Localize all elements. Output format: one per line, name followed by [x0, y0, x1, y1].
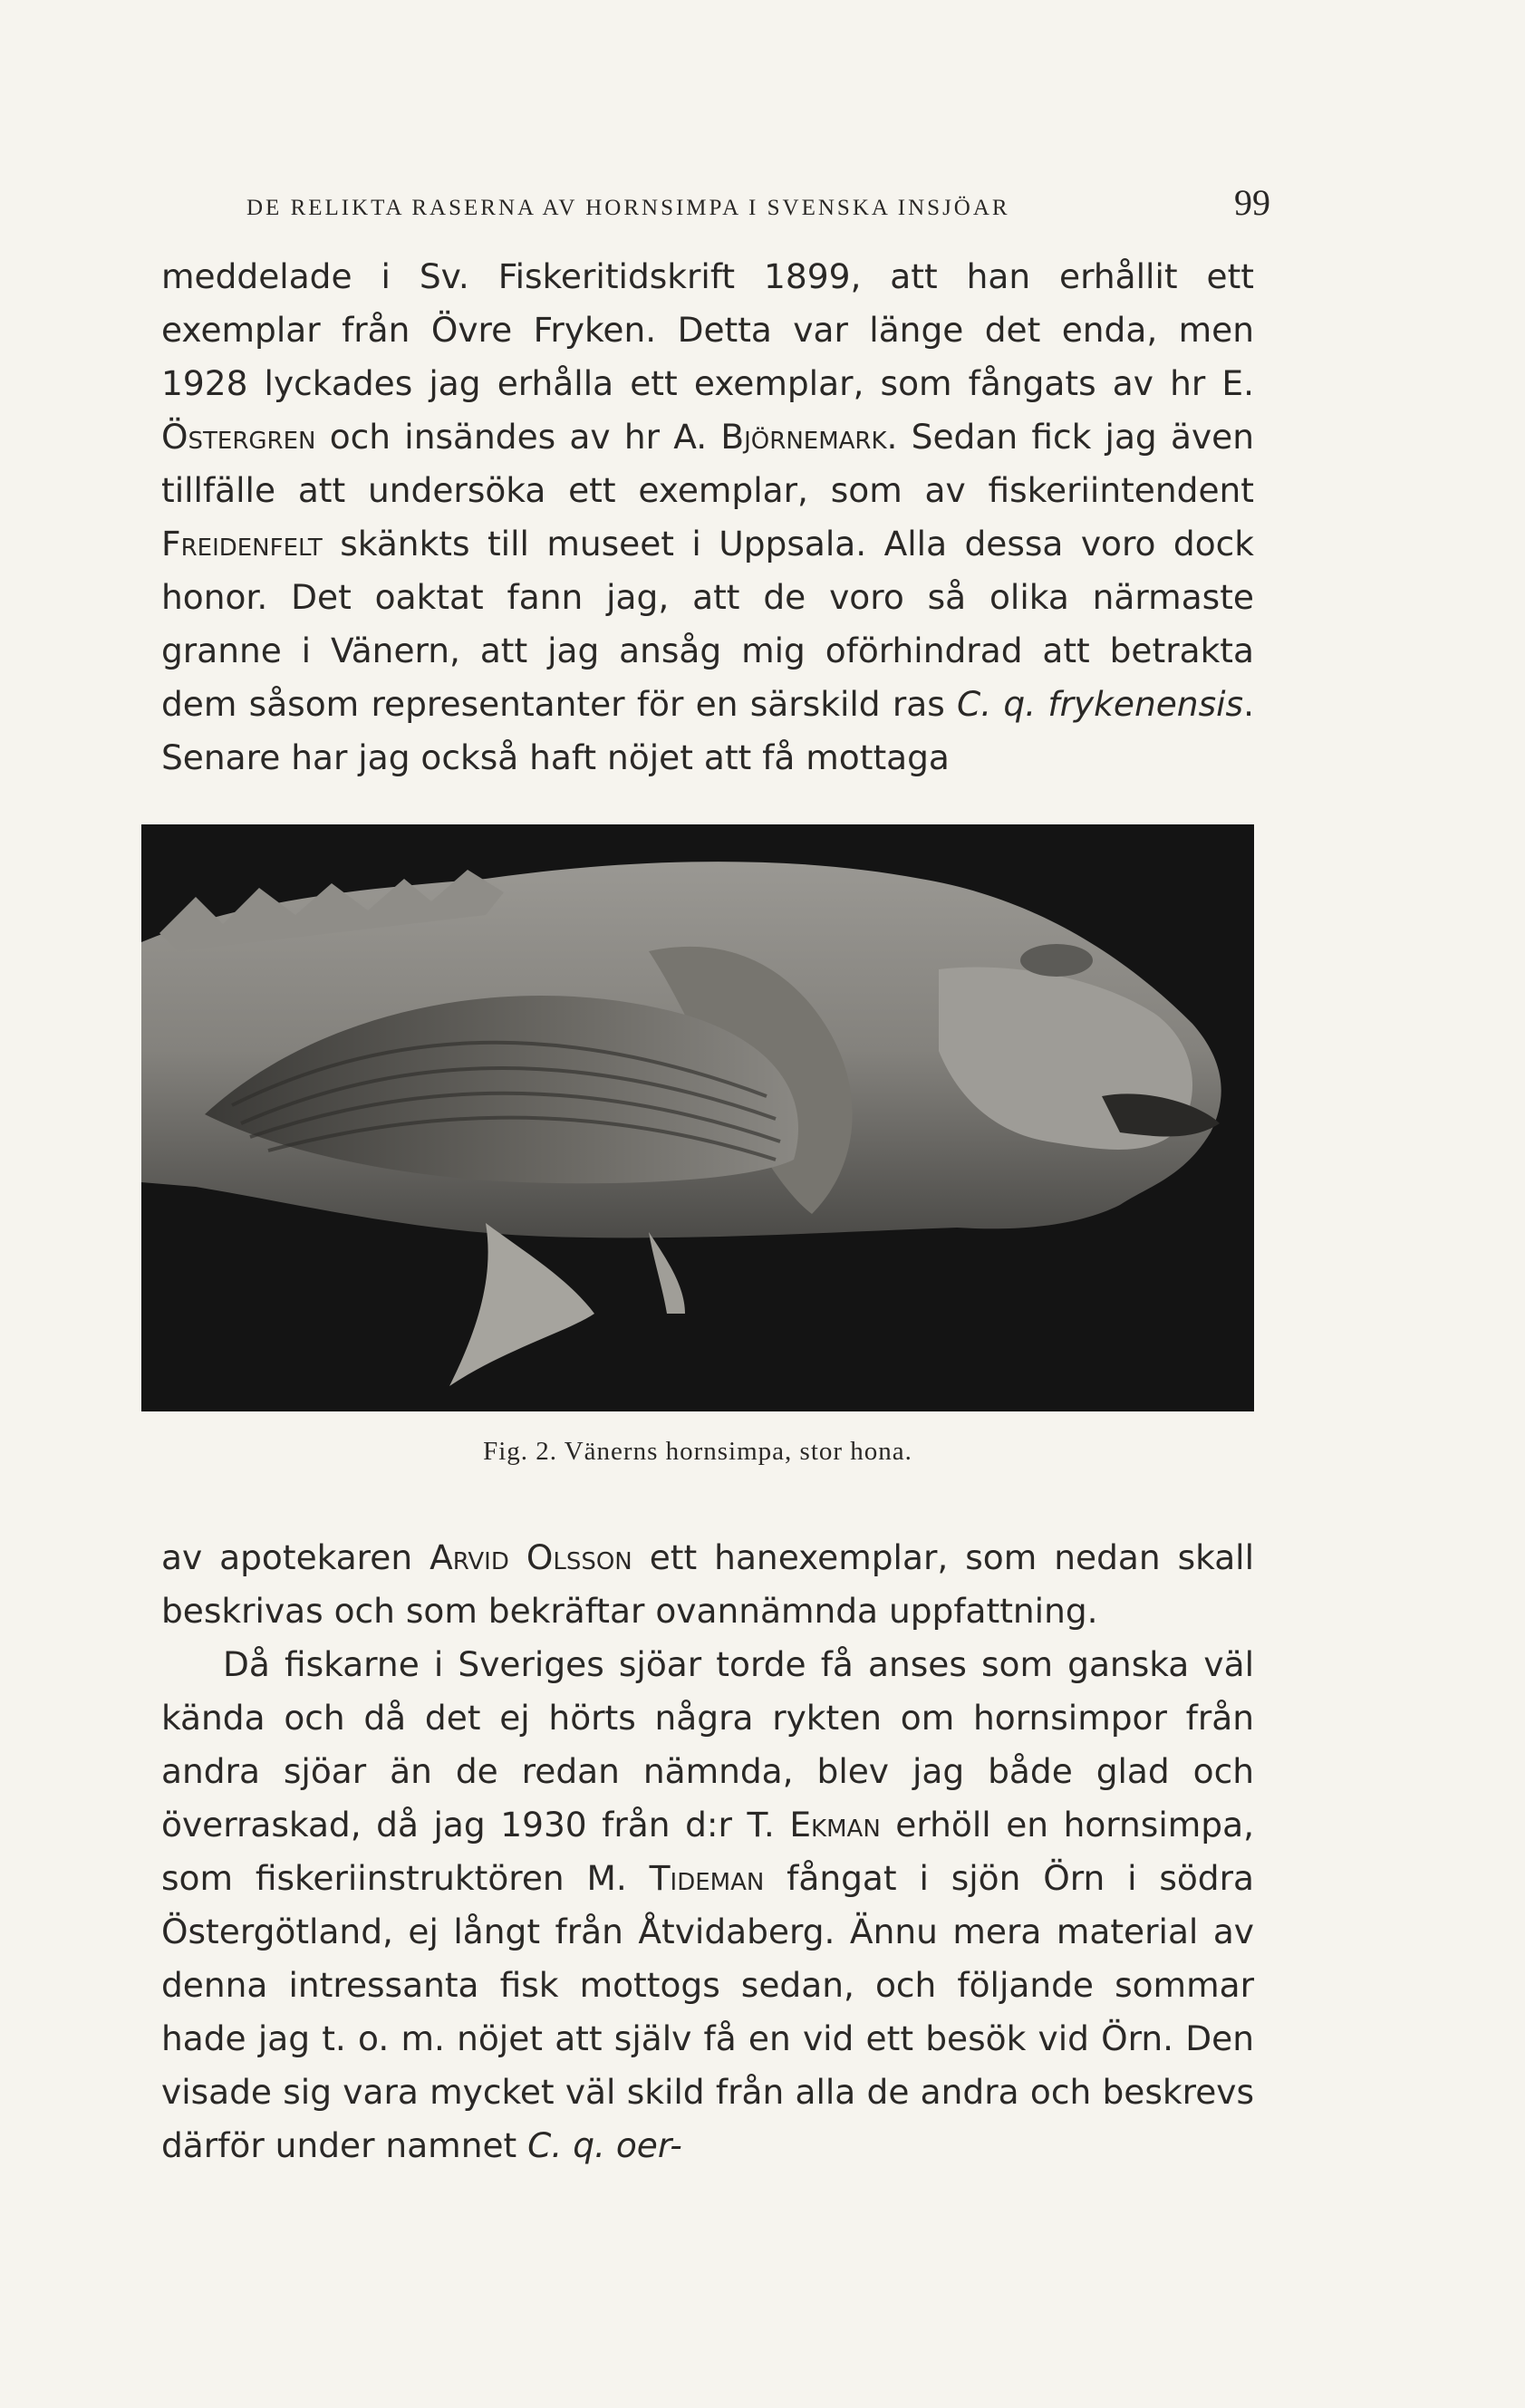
text-run: ett hanexemplar, som nedan skall beskrivas och som bekräftar ovannämnda uppfattning.	[161, 1537, 1255, 1631]
text-run: meddelade i Sv. Fiskeritidskrift 1899, att han erhållit ett exemplar från Övre Fryken. Detta var länge det enda, men 1928 lyckades jag erhålla ett exemplar, som fångats av hr E.	[161, 256, 1254, 403]
person-name: Ekman	[789, 1805, 881, 1845]
figure-caption: Fig. 2. Vänerns hornsimpa, stor hona.	[483, 1437, 912, 1466]
paragraph-new	[161, 1638, 1254, 2172]
taxon-name: C. q. frykenensis	[957, 684, 1244, 724]
person-name: Björnemark	[720, 417, 887, 457]
fish-illustration	[141, 824, 1254, 1411]
paragraph-top	[161, 250, 1254, 785]
running-title: DE RELIKTA RASERNA AV HORNSIMPA I SVENSKA INSJÖAR	[246, 196, 1010, 220]
text-run: fångat i sjön Örn i södra Östergötland, ej långt från Åtvidaberg. Ännu mera material av denna intressanta fisk mottogs sedan, och följande sommar hade jag t. o. m. nöjet att själv få en vid ett besök vid Örn. Den visade sig vara mycket väl skild från alla de andra och beskrevs därför under namnet	[161, 1858, 1254, 2165]
person-name: Freidenfelt	[161, 524, 323, 563]
text-run: skänkts till museet i Uppsala. Alla dessa voro dock honor. Det oaktat fann jag, att de voro så olika närmaste granne i Vänern, att jag ansåg mig oförhindrad att betrakta dem såsom representanter för en särskild ras	[161, 524, 1254, 724]
taxon-name: C. q. oer-	[527, 2125, 682, 2165]
person-name: Östergren	[161, 417, 316, 457]
person-name: Tideman	[649, 1858, 765, 1898]
fish-photograph	[141, 824, 1254, 1411]
text-run: . Senare har jag också haft nöjet att få mottaga	[161, 684, 1254, 777]
text-run: erhöll en hornsimpa, som fiskeriinstruktören M.	[161, 1805, 1254, 1898]
text-run: av apotekaren	[161, 1537, 430, 1577]
page-number: 99	[1234, 182, 1270, 223]
paragraph-bottom	[161, 1531, 1254, 2172]
paragraph-continuation	[161, 1531, 1254, 1638]
text-run: . Sedan fick jag även tillfälle att undersöka ett exemplar, som av fiskeriintendent	[161, 417, 1254, 510]
text-run: och insändes av hr A.	[315, 417, 721, 457]
running-head	[246, 181, 1270, 224]
person-name: Arvid Olsson	[430, 1537, 632, 1577]
text-run: Då fiskarne i Sveriges sjöar torde få anses som ganska väl kända och då det ej hörts några rykten om hornsimpor från andra sjöar än de redan nämnda, blev jag både glad och överraskad, då jag 1930 från d:r T.	[161, 1644, 1254, 1845]
